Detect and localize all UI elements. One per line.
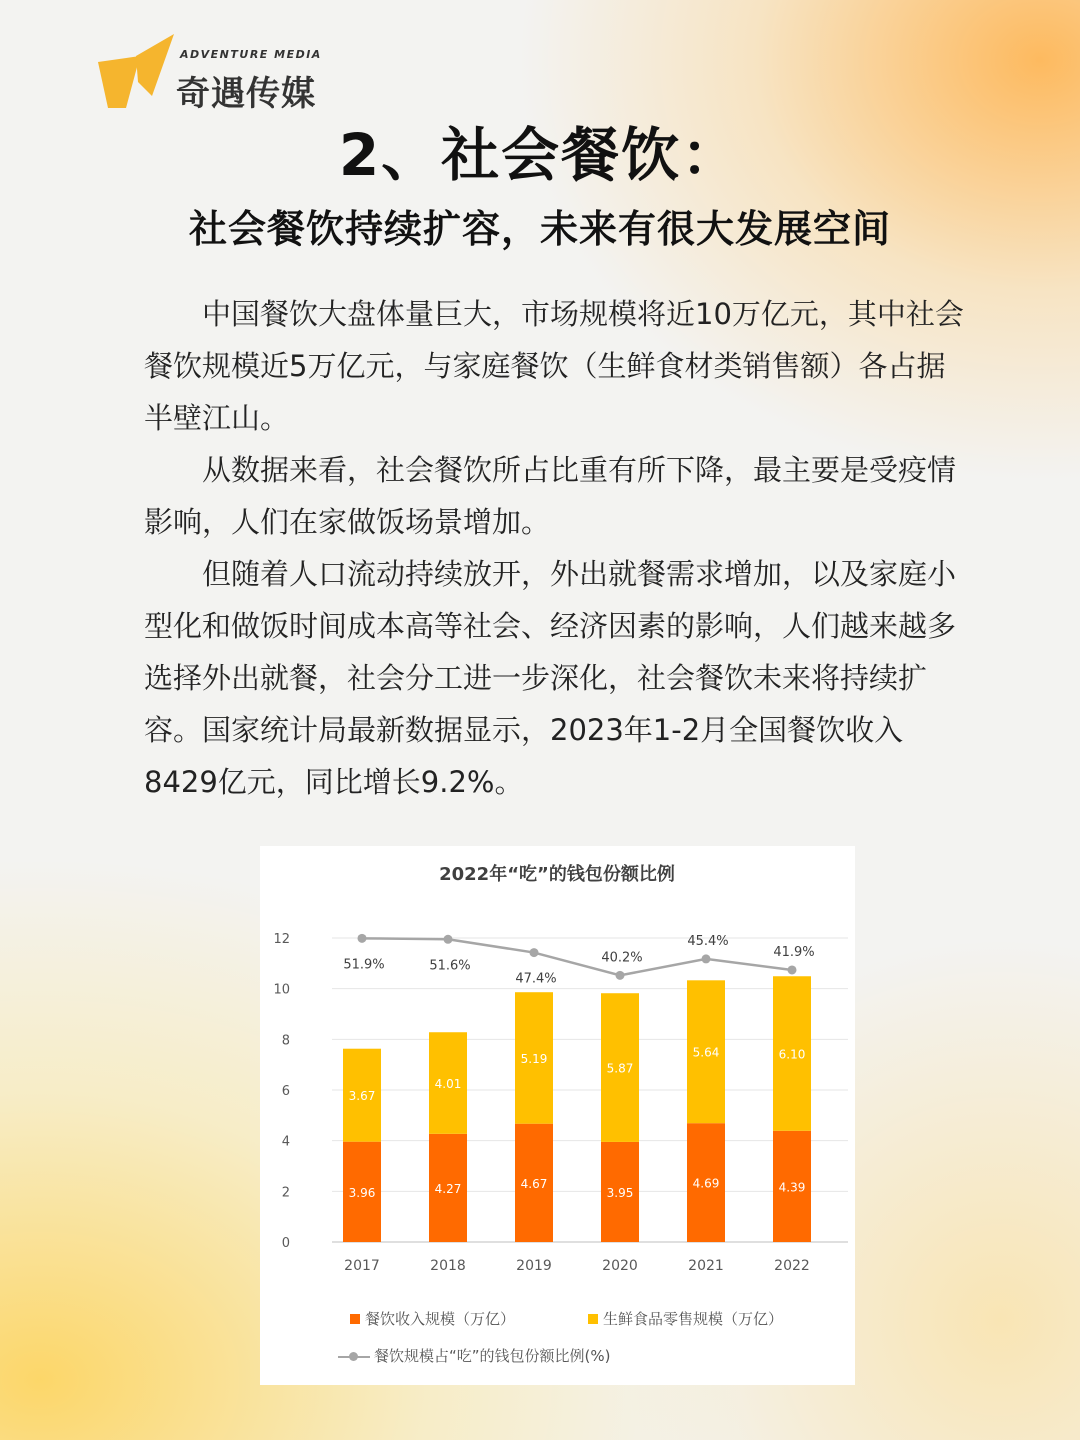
stacked-bar-line-chart [260,846,855,1385]
bar-label-dining-revenue: 4.67 [520,1176,548,1191]
logo-mark-icon [96,34,176,114]
brand-name-en: ADVENTURE MEDIA [180,48,322,61]
paragraph-3: 但随着人口流动持续放开，外出就餐需求增加，以及家庭小型化和做饭时间成本高等社会、经济因素的影响，人们越来越多选择外出就餐，社会分工进一步深化，社会餐饮未来将持续扩容。国家统计局最新数据显示，2023年1-2月全国餐饮收入8429亿元，同比增长9.2%。 [144,557,957,799]
legend-label-dining-revenue: 餐饮收入规模（万亿） [365,1310,516,1328]
share-line-label: 40.2% [601,950,643,966]
bar-label-dining-revenue: 4.69 [692,1176,720,1191]
share-line-label: 51.6% [429,958,471,974]
legend-item-dining-revenue [350,1308,515,1329]
bar-label-dining-revenue: 3.96 [348,1185,376,1200]
y-tick-label: 0 [281,1236,290,1251]
share-line-point [616,971,625,980]
x-tick-label: 2022 [774,1258,810,1274]
legend-swatch-yellow [588,1314,598,1324]
brand-name-cn: 奇遇传媒 [176,74,316,114]
share-line-point [788,965,797,974]
y-tick-label: 2 [281,1185,290,1201]
page-subtitle: 社会餐饮持续扩容，未来有很大发展空间 [188,207,891,251]
paragraph-2: 从数据来看，社会餐饮所占比重有所下降，最主要是受疫情影响，人们在家做饭场景增加。 [144,453,957,539]
share-line-point [444,935,453,944]
legend-label-fresh-food: 生鲜食品零售规模（万亿） [603,1310,784,1328]
share-line-label: 47.4% [515,971,557,987]
legend-line-marker-icon [338,1351,370,1361]
y-tick-label: 6 [281,1084,290,1099]
y-tick-label: 8 [281,1033,290,1049]
share-line-label: 45.4% [687,933,729,949]
y-tick-label: 10 [273,982,290,998]
legend-item-share-line [338,1345,611,1366]
share-line-label: 51.9% [343,957,385,973]
bar-label-fresh-food: 5.64 [692,1045,720,1060]
x-tick-label: 2018 [430,1258,466,1274]
x-tick-label: 2019 [516,1258,552,1274]
bar-label-dining-revenue: 3.95 [606,1185,634,1200]
x-tick-label: 2020 [602,1258,638,1274]
bar-label-dining-revenue: 4.27 [434,1181,462,1196]
brand-logo [96,34,336,114]
legend-label-share-line: 餐饮规模占“吃”的钱包份额比例(%) [374,1347,611,1365]
y-tick-label: 12 [273,932,290,947]
x-tick-label: 2017 [344,1258,380,1274]
chart-title: 2022年“吃”的钱包份额比例 [439,864,675,885]
bar-label-fresh-food: 4.01 [434,1077,462,1092]
y-tick-label: 4 [281,1134,290,1150]
share-line-point [530,948,539,957]
share-line-label: 41.9% [773,944,815,960]
x-tick-label: 2021 [688,1258,724,1274]
bar-label-fresh-food: 5.19 [520,1051,548,1066]
legend-item-fresh-food [588,1308,783,1329]
share-line-point [358,934,367,943]
bar-label-fresh-food: 3.67 [348,1089,376,1104]
page-title: 2、社会餐饮： [338,121,742,189]
bar-label-fresh-food: 6.10 [778,1047,806,1062]
bar-label-fresh-food: 5.87 [606,1061,634,1076]
share-line-point [702,954,711,963]
article-body [144,288,970,808]
legend-swatch-orange [350,1314,360,1324]
paragraph-1: 中国餐饮大盘体量巨大，市场规模将近10万亿元，其中社会餐饮规模近5万亿元，与家庭餐饮（生鲜食材类销售额）各占据半壁江山。 [144,297,964,435]
chart-card [260,846,855,1385]
bar-label-dining-revenue: 4.39 [778,1180,806,1195]
